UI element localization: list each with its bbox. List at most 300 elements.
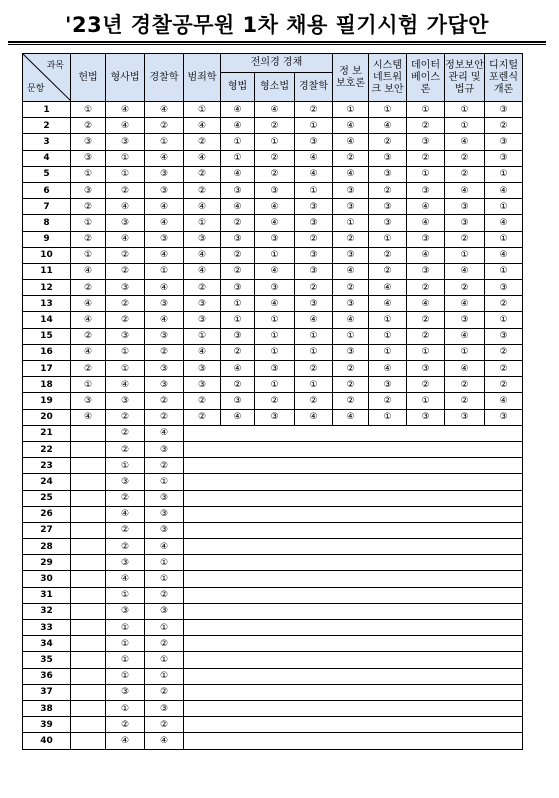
question-number: 28	[23, 539, 71, 555]
answer-cell: ①	[407, 344, 445, 360]
answer-cell: ③	[145, 166, 184, 182]
answer-cell: ①	[295, 328, 333, 344]
question-number: 35	[23, 652, 71, 668]
answer-cell: ①	[369, 328, 407, 344]
table-row	[23, 717, 523, 733]
answer-cell: ①	[255, 247, 295, 263]
question-number: 18	[23, 377, 71, 393]
question-number: 16	[23, 344, 71, 360]
answer-cell: ①	[255, 312, 295, 328]
answer-cell: ④	[221, 102, 255, 118]
answer-cell: ①	[71, 166, 106, 182]
answer-cell: ②	[369, 247, 407, 263]
question-number: 30	[23, 571, 71, 587]
empty-area	[184, 474, 523, 490]
answer-cell: ③	[485, 150, 523, 166]
answer-cell: ①	[407, 102, 445, 118]
question-number: 40	[23, 733, 71, 749]
answer-cell: ②	[333, 150, 369, 166]
answer-cell: ③	[445, 199, 485, 215]
answer-cell: ②	[145, 636, 184, 652]
header-corner	[23, 54, 71, 102]
answer-cell: ①	[333, 328, 369, 344]
answer-cell: ①	[71, 215, 106, 231]
empty-area	[184, 458, 523, 474]
answer-cell: ②	[106, 522, 145, 538]
answer-cell: ①	[221, 296, 255, 312]
answer-cell: ③	[221, 328, 255, 344]
answer-cell: ③	[184, 231, 221, 247]
subject-header: 범죄학	[184, 54, 221, 102]
answer-cell: ②	[106, 717, 145, 733]
answer-cell: ③	[221, 182, 255, 198]
answer-cell: ④	[255, 199, 295, 215]
answer-cell: ①	[369, 344, 407, 360]
answer-cell: ④	[295, 409, 333, 425]
answer-cell: ④	[255, 215, 295, 231]
answer-cell: ①	[71, 102, 106, 118]
answer-cell: ③	[295, 247, 333, 263]
title-rule	[8, 41, 546, 43]
table-row	[23, 409, 523, 425]
answer-cell: ①	[295, 377, 333, 393]
answer-cell: ③	[145, 522, 184, 538]
subject-header: 형사법	[106, 54, 145, 102]
answer-cell: ②	[407, 150, 445, 166]
answer-cell: ①	[221, 150, 255, 166]
answer-cell	[71, 717, 106, 733]
answer-cell: ③	[255, 361, 295, 377]
answer-cell: ④	[184, 263, 221, 279]
answer-cell: ②	[145, 458, 184, 474]
answer-cell	[71, 555, 106, 571]
answer-cell	[71, 603, 106, 619]
answer-cell: ③	[184, 312, 221, 328]
answer-cell: ②	[369, 393, 407, 409]
question-number: 26	[23, 506, 71, 522]
answer-cell: ①	[333, 215, 369, 231]
answer-cell: ②	[106, 425, 145, 441]
question-number: 34	[23, 636, 71, 652]
answer-cell: ③	[407, 134, 445, 150]
answer-cell	[71, 539, 106, 555]
question-number: 27	[23, 522, 71, 538]
answer-cell: ③	[295, 263, 333, 279]
answer-cell: ②	[369, 263, 407, 279]
answer-cell: ①	[407, 166, 445, 182]
answer-cell: ②	[369, 182, 407, 198]
question-number: 10	[23, 247, 71, 263]
answer-cell: ④	[407, 215, 445, 231]
answer-cell: ③	[71, 134, 106, 150]
question-number: 21	[23, 425, 71, 441]
answer-cell: ①	[106, 361, 145, 377]
answer-cell: ③	[255, 231, 295, 247]
answer-cell: ③	[145, 182, 184, 198]
answer-cell	[71, 441, 106, 457]
answer-cell	[71, 506, 106, 522]
answer-cell: ④	[145, 247, 184, 263]
answer-cell: ③	[485, 102, 523, 118]
question-number: 33	[23, 620, 71, 636]
answer-cell: ②	[184, 134, 221, 150]
answer-cell: ②	[71, 328, 106, 344]
answer-cell: ②	[145, 409, 184, 425]
answer-cell: ②	[485, 118, 523, 134]
answer-cell: ③	[106, 328, 145, 344]
empty-area	[184, 571, 523, 587]
answer-cell	[71, 425, 106, 441]
table-row	[23, 620, 523, 636]
question-number: 19	[23, 393, 71, 409]
answer-cell: ①	[295, 118, 333, 134]
empty-area	[184, 652, 523, 668]
answer-cell: ③	[145, 603, 184, 619]
answer-cell: ②	[184, 166, 221, 182]
answer-cell: ②	[295, 102, 333, 118]
answer-cell: ①	[106, 620, 145, 636]
answer-cell	[71, 474, 106, 490]
table-row	[23, 571, 523, 587]
answer-cell: ①	[485, 263, 523, 279]
answer-cell	[71, 571, 106, 587]
question-number: 12	[23, 280, 71, 296]
subject-header: 정보보안 관리 및 법규	[445, 54, 485, 102]
answer-cell: ④	[333, 409, 369, 425]
answer-cell: ③	[221, 231, 255, 247]
answer-cell: ②	[221, 247, 255, 263]
answer-cell: ②	[145, 344, 184, 360]
answer-cell: ②	[445, 377, 485, 393]
answer-cell: ④	[106, 377, 145, 393]
answer-cell: ②	[407, 377, 445, 393]
answer-cell: ②	[145, 717, 184, 733]
answer-cell: ②	[255, 393, 295, 409]
table-row	[23, 555, 523, 571]
group-header: 전의경 경채	[221, 54, 333, 73]
empty-area	[184, 425, 523, 441]
answer-cell: ③	[71, 182, 106, 198]
answer-cell: ③	[145, 506, 184, 522]
answer-cell	[71, 733, 106, 749]
answer-cell: ①	[221, 312, 255, 328]
answer-cell: ④	[485, 247, 523, 263]
subject-header: 데이터 베이스론	[407, 54, 445, 102]
answer-cell: ②	[445, 393, 485, 409]
answer-cell: ③	[445, 409, 485, 425]
answer-cell: ④	[145, 425, 184, 441]
answer-cell: ④	[369, 296, 407, 312]
answer-cell: ③	[106, 555, 145, 571]
table-row	[23, 231, 523, 247]
answer-cell: ③	[333, 182, 369, 198]
answer-cell: ①	[255, 134, 295, 150]
table-row	[23, 652, 523, 668]
table-row	[23, 393, 523, 409]
table-row	[23, 441, 523, 457]
table-row	[23, 134, 523, 150]
answer-cell: ①	[106, 652, 145, 668]
answer-cell: ②	[333, 280, 369, 296]
answer-cell: ②	[106, 409, 145, 425]
answer-cell	[71, 700, 106, 716]
answer-cell: ③	[255, 409, 295, 425]
answer-cell: ①	[145, 620, 184, 636]
answer-cell: ④	[71, 409, 106, 425]
answer-cell: ③	[221, 393, 255, 409]
answer-cell: ③	[407, 263, 445, 279]
answer-cell: ①	[106, 636, 145, 652]
answer-cell: ①	[485, 312, 523, 328]
answer-cell: ③	[184, 377, 221, 393]
table-row	[23, 328, 523, 344]
answer-cell: ④	[333, 263, 369, 279]
table-row	[23, 700, 523, 716]
answer-cell: ①	[255, 344, 295, 360]
answer-cell: ①	[445, 102, 485, 118]
answer-cell: ③	[145, 700, 184, 716]
empty-area	[184, 506, 523, 522]
answer-cell: ②	[407, 118, 445, 134]
answer-cell: ①	[145, 571, 184, 587]
answer-cell: ④	[369, 361, 407, 377]
answer-cell: ④	[333, 134, 369, 150]
answer-cell: ④	[445, 182, 485, 198]
answer-cell: ④	[407, 296, 445, 312]
answer-cell: ②	[485, 344, 523, 360]
question-number: 31	[23, 587, 71, 603]
table-row	[23, 280, 523, 296]
answer-cell: ③	[407, 361, 445, 377]
answer-cell: ③	[295, 296, 333, 312]
answer-cell: ④	[184, 199, 221, 215]
subject-header: 경찰학	[145, 54, 184, 102]
answer-cell: ②	[71, 231, 106, 247]
answer-cell: ④	[255, 102, 295, 118]
answer-cell: ②	[71, 199, 106, 215]
answer-cell: ④	[71, 296, 106, 312]
document-title: '23년 경찰공무원 1차 채용 필기시험 가답안	[65, 13, 489, 37]
answer-cell: ②	[106, 263, 145, 279]
answer-cell: ①	[184, 328, 221, 344]
answer-cell: ①	[485, 231, 523, 247]
empty-area	[184, 700, 523, 716]
table-row	[23, 474, 523, 490]
table-row	[23, 312, 523, 328]
table-row	[23, 215, 523, 231]
answer-cell: ②	[295, 361, 333, 377]
answer-cell: ②	[333, 361, 369, 377]
answer-cell: ③	[145, 441, 184, 457]
answer-cell: ②	[221, 263, 255, 279]
answer-cell: ②	[221, 377, 255, 393]
answer-cell: ②	[184, 393, 221, 409]
answer-cell: ②	[485, 377, 523, 393]
answer-cell: ④	[145, 733, 184, 749]
answer-cell: ④	[106, 571, 145, 587]
answer-cell: ③	[369, 199, 407, 215]
answer-cell: ④	[145, 150, 184, 166]
question-number: 24	[23, 474, 71, 490]
answer-cell: ④	[407, 247, 445, 263]
subject-header: 시스템 네트워크 보안	[369, 54, 407, 102]
answer-cell: ②	[145, 684, 184, 700]
corner-question-label: 문항	[27, 84, 45, 94]
answer-cell: ④	[221, 409, 255, 425]
answer-cell: ③	[255, 280, 295, 296]
answer-cell: ①	[145, 652, 184, 668]
table-row	[23, 684, 523, 700]
answer-cell: ④	[145, 199, 184, 215]
table-row	[23, 296, 523, 312]
answer-cell: ④	[445, 296, 485, 312]
answer-cell: ④	[445, 361, 485, 377]
answer-cell: ③	[145, 328, 184, 344]
answer-cell: ①	[106, 344, 145, 360]
answer-cell: ④	[369, 118, 407, 134]
answer-cell: ④	[485, 215, 523, 231]
answer-cell: ②	[184, 409, 221, 425]
answer-cell: ④	[145, 539, 184, 555]
answer-cell	[71, 587, 106, 603]
question-number: 6	[23, 182, 71, 198]
answer-cell: ①	[485, 166, 523, 182]
answer-cell	[71, 636, 106, 652]
answer-cell: ④	[145, 280, 184, 296]
answer-cell: ②	[106, 490, 145, 506]
answer-cell	[71, 668, 106, 684]
answer-cell: ①	[295, 344, 333, 360]
answer-cell: ③	[106, 474, 145, 490]
table-row	[23, 668, 523, 684]
answer-cell: ③	[184, 361, 221, 377]
answer-cell: ②	[71, 361, 106, 377]
answer-cell: ①	[71, 247, 106, 263]
answer-cell	[71, 490, 106, 506]
answer-cell: ④	[184, 247, 221, 263]
answer-cell: ②	[255, 166, 295, 182]
answer-cell: ②	[333, 393, 369, 409]
answer-cell: ②	[106, 312, 145, 328]
empty-area	[184, 587, 523, 603]
answer-cell: ③	[71, 393, 106, 409]
answer-cell: ②	[106, 539, 145, 555]
subject-header: 형소법	[255, 73, 295, 102]
question-number: 36	[23, 668, 71, 684]
answer-cell: ②	[71, 118, 106, 134]
answer-cell: ③	[369, 377, 407, 393]
answer-cell: ③	[145, 377, 184, 393]
answer-cell: ②	[407, 328, 445, 344]
table-row	[23, 733, 523, 749]
answer-cell: ①	[369, 102, 407, 118]
answer-cell: ②	[445, 150, 485, 166]
answer-cell: ③	[333, 247, 369, 263]
empty-area	[184, 684, 523, 700]
table-row	[23, 425, 523, 441]
answer-cell: ①	[369, 409, 407, 425]
answer-cell: ④	[369, 280, 407, 296]
question-number: 37	[23, 684, 71, 700]
table-row	[23, 458, 523, 474]
answer-cell: ④	[255, 296, 295, 312]
question-number: 39	[23, 717, 71, 733]
answer-cell: ②	[407, 280, 445, 296]
empty-area	[184, 636, 523, 652]
answer-cell: ①	[369, 231, 407, 247]
answer-cell	[71, 684, 106, 700]
answer-cell: ③	[295, 134, 333, 150]
answer-cell: ③	[485, 328, 523, 344]
table-row	[23, 263, 523, 279]
answer-cell: ③	[295, 199, 333, 215]
answer-cell: ③	[333, 199, 369, 215]
answer-cell: ④	[255, 263, 295, 279]
answer-cell: ②	[445, 166, 485, 182]
question-number: 20	[23, 409, 71, 425]
question-number: 22	[23, 441, 71, 457]
answer-cell: ③	[445, 312, 485, 328]
answer-cell: ②	[221, 215, 255, 231]
answer-cell: ④	[333, 166, 369, 182]
table-row	[23, 102, 523, 118]
answer-cell: ①	[145, 668, 184, 684]
question-number: 14	[23, 312, 71, 328]
question-number: 11	[23, 263, 71, 279]
answer-cell: ④	[106, 102, 145, 118]
answer-cell: ③	[71, 150, 106, 166]
answer-cell: ①	[145, 555, 184, 571]
answer-cell: ①	[145, 134, 184, 150]
answer-cell: ③	[184, 296, 221, 312]
answer-cell: ④	[106, 231, 145, 247]
answer-cell: ③	[407, 409, 445, 425]
answer-cell: ③	[145, 361, 184, 377]
table-row	[23, 166, 523, 182]
answer-cell: ②	[295, 231, 333, 247]
answer-cell: ④	[407, 199, 445, 215]
empty-area	[184, 668, 523, 684]
empty-area	[184, 717, 523, 733]
answer-cell: ②	[184, 280, 221, 296]
subject-header: 경찰학	[295, 73, 333, 102]
answer-cell: ④	[445, 263, 485, 279]
answer-cell: ③	[295, 215, 333, 231]
answer-cell: ③	[145, 231, 184, 247]
answer-cell: ①	[295, 182, 333, 198]
question-number: 9	[23, 231, 71, 247]
answer-cell: ③	[407, 182, 445, 198]
answer-cell: ②	[106, 296, 145, 312]
answer-cell: ③	[145, 490, 184, 506]
question-number: 29	[23, 555, 71, 571]
answer-cell: ③	[333, 296, 369, 312]
table-row	[23, 522, 523, 538]
answer-cell: ①	[407, 393, 445, 409]
subject-header: 형법	[221, 73, 255, 102]
answer-cell: ①	[71, 377, 106, 393]
answer-cell: ②	[221, 344, 255, 360]
answer-cell: ④	[295, 312, 333, 328]
question-number: 38	[23, 700, 71, 716]
answer-cell: ②	[445, 231, 485, 247]
answer-cell: ①	[369, 312, 407, 328]
question-number: 5	[23, 166, 71, 182]
answer-cell: ④	[71, 263, 106, 279]
answer-cell: ②	[145, 118, 184, 134]
answer-cell: ①	[255, 377, 295, 393]
answer-cell: ④	[221, 166, 255, 182]
